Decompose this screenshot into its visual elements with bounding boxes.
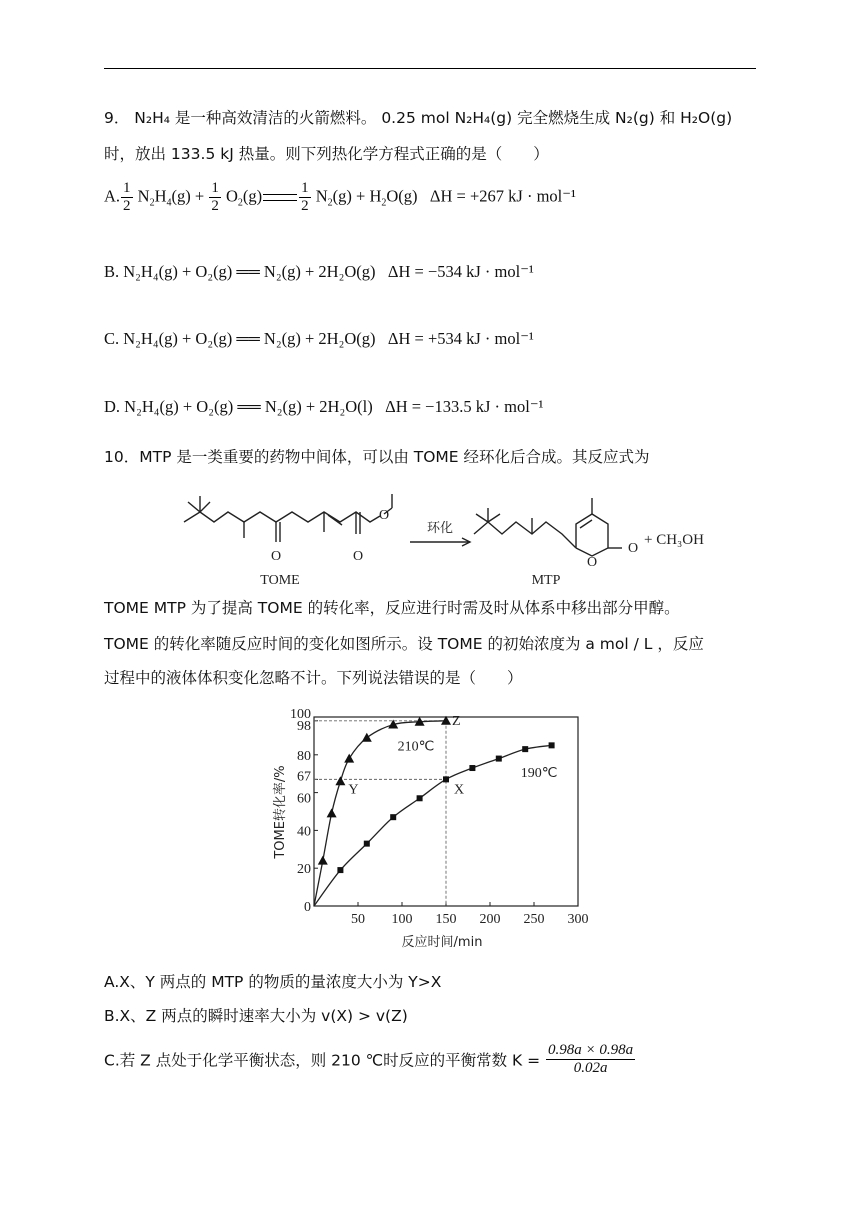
option-a-enthalpy: ΔH = +267 kJ · mol⁻¹ xyxy=(429,186,576,206)
q9-stem-line2: 时，放出 133.5 kJ 热量。则下列热化学方程式正确的是（ ） xyxy=(104,145,549,163)
q10-stem-line2: TOME MTP 为了提高 TOME 的转化率，反应进行时需及时从体系中移出部分甲醇。 xyxy=(104,599,680,617)
q10-stem-line3: TOME 的转化率随反应时间的变化如图所示。设 TOME 的初始浓度为 a mol / L ，反应 xyxy=(104,635,704,653)
square-marker xyxy=(496,756,502,762)
option-d-enthalpy: ΔH = −133.5 kJ · mol⁻¹ xyxy=(385,397,544,416)
y-tick-label: 100 xyxy=(290,707,311,722)
option-d-equation: N₂H₄(g) + O₂(g) ══ N₂(g) + 2H₂O(l) xyxy=(124,397,373,416)
q9-option-c[interactable] xyxy=(104,329,534,349)
product-label: MTP xyxy=(531,573,561,588)
tome-ester-o: O xyxy=(378,508,390,523)
y-tick-label: 20 xyxy=(297,862,311,878)
q9-option-d[interactable] xyxy=(104,397,543,417)
option-b-enthalpy: ΔH = −534 kJ · mol⁻¹ xyxy=(387,262,534,281)
y-tick-label: 98 xyxy=(297,718,311,734)
arrow-label: 环化 xyxy=(426,521,454,536)
q10-option-b[interactable]: B.X、Z 两点的瞬时速率大小为 v(X) > v(Z) xyxy=(104,1007,408,1025)
x-tick-label: 300 xyxy=(567,912,589,927)
triangle-marker xyxy=(318,856,328,865)
square-marker xyxy=(443,776,449,782)
mtp-carbonyl-o: O xyxy=(628,541,639,556)
q9-option-b[interactable] xyxy=(104,262,534,282)
option-letter: A. xyxy=(104,186,121,206)
fraction-denominator: 0.02a xyxy=(573,1060,608,1076)
square-marker xyxy=(364,841,370,847)
header-rule xyxy=(104,68,756,69)
reactant-label: TOME xyxy=(260,573,300,588)
triangle-marker xyxy=(344,754,354,763)
series-label-210: 210℃ xyxy=(397,739,435,755)
option-letter: D. xyxy=(104,397,121,416)
x-axis-label: 反应时间/min xyxy=(401,935,483,950)
q10-stem-line4: 过程中的液体体积变化忽略不计。下列说法错误的是（ ） xyxy=(104,669,523,687)
q10-option-c[interactable] xyxy=(104,1042,636,1077)
tome-carbonyl-o2: O xyxy=(352,549,364,564)
triangle-marker xyxy=(327,808,337,817)
q9-option-a[interactable]: A. $\frac{1}{2}$ $N_2H_4(g)$ + $\frac{1}{2}$ $O_2(g)$ $\frac{1}{2}$ $N_2(g) + H_2O(g) \Delta H = +267$ kJ · mol⁻¹ xyxy=(104,180,576,214)
reaction-scheme xyxy=(170,488,730,588)
square-marker xyxy=(549,742,555,748)
option-c-enthalpy: ΔH = +534 kJ · mol⁻¹ xyxy=(387,329,534,348)
series-line-2 xyxy=(314,745,552,906)
point-label-x: X xyxy=(454,782,465,798)
square-marker xyxy=(417,795,423,801)
x-tick-label: 250 xyxy=(523,912,545,927)
y-tick-label: 0 xyxy=(304,900,311,915)
x-tick-label: 150 xyxy=(435,912,457,927)
square-marker xyxy=(337,867,343,873)
y-axis-label: TOME转化率/% xyxy=(273,765,288,859)
q10-stem-line1: 10．MTP 是一类重要的药物中间体，可以由 TOME 经环化后合成。其反应式为 xyxy=(104,448,650,466)
option-letter: B. xyxy=(104,262,120,281)
square-marker xyxy=(390,814,396,820)
triangle-marker xyxy=(335,776,345,785)
y-tick-label: 60 xyxy=(297,791,311,807)
byproduct-methanol: + CH₃OH xyxy=(644,532,704,548)
fraction-numerator: 0.98a × 0.98a xyxy=(548,1042,634,1058)
y-tick-label: 67 xyxy=(297,769,311,785)
triangle-marker xyxy=(362,733,372,742)
point-label-z: Z xyxy=(452,713,461,729)
series-label-190: 190℃ xyxy=(520,765,558,781)
option-b-equation: N₂H₄(g) + O₂(g) ══ N₂(g) + 2H₂O(g) xyxy=(123,262,376,281)
point-label-y: Y xyxy=(348,782,359,798)
x-tick-label: 100 xyxy=(391,912,413,927)
conversion-chart xyxy=(262,700,602,956)
y-tick-label: 40 xyxy=(297,824,311,840)
equilibrium-constant-fraction xyxy=(546,1042,635,1077)
y-tick-label: 80 xyxy=(297,748,311,764)
mtp-ring-o: O xyxy=(586,555,598,570)
option-letter: C. xyxy=(104,329,120,348)
x-tick-label: 50 xyxy=(351,912,365,927)
q9-stem-line1: 9． N₂H₄ 是一种高效清洁的火箭燃料。 0.25 mol N₂H₄(g) 完全燃烧生成 N₂(g) 和 H₂O(g) xyxy=(104,109,733,127)
square-marker xyxy=(522,746,528,752)
q10-option-a[interactable]: A.X、Y 两点的 MTP 的物质的量浓度大小为 Y>X xyxy=(104,973,442,991)
x-tick-label: 200 xyxy=(479,912,501,927)
square-marker xyxy=(469,765,475,771)
option-c-equation: N₂H₄(g) + O₂(g) ══ N₂(g) + 2H₂O(g) xyxy=(123,329,376,348)
tome-carbonyl-o1: O xyxy=(270,549,282,564)
option-c-text: C.若 Z 点处于化学平衡状态，则 210 ℃时反应的平衡常数 K = xyxy=(104,1051,541,1070)
